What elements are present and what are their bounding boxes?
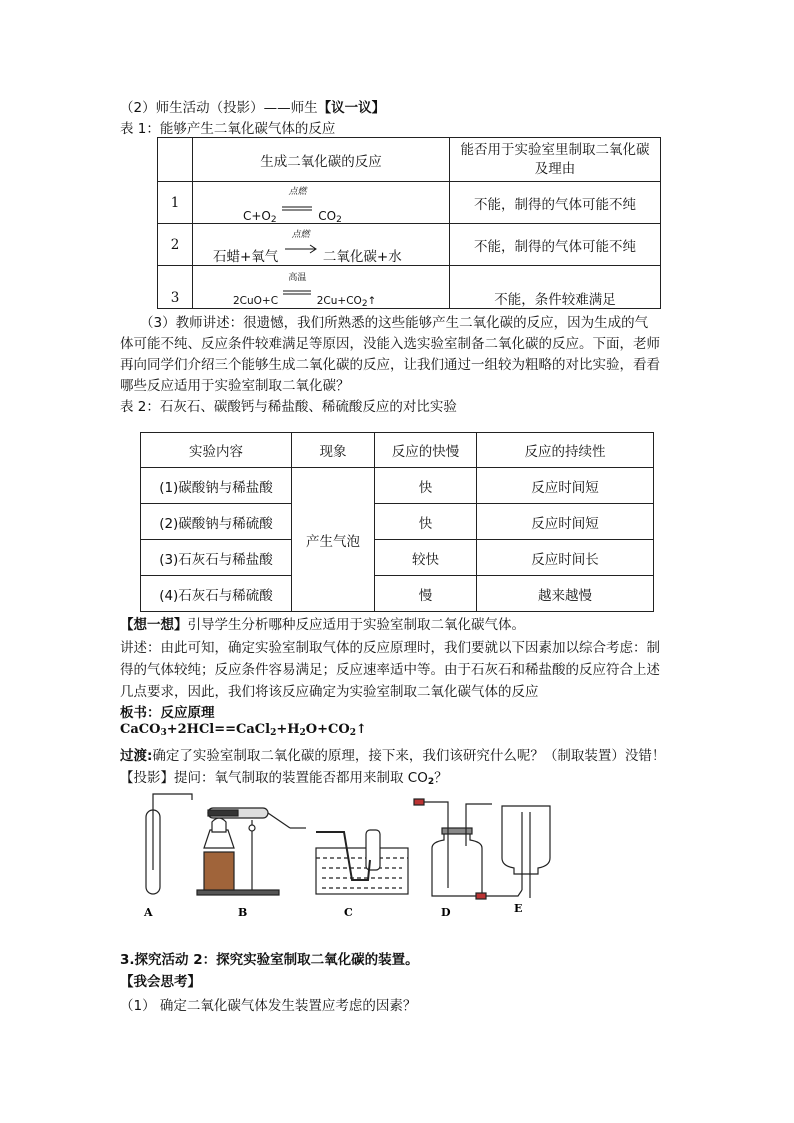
table2-row1-duration: 反应时间短 bbox=[477, 468, 654, 504]
section-title-bold: 【议一议】 bbox=[317, 100, 386, 116]
projection-end: ？ bbox=[434, 770, 448, 786]
table1-row2-num: 2 bbox=[158, 224, 193, 266]
table2-row2-duration: 反应时间短 bbox=[477, 504, 654, 540]
table2-row4-content: (4)石灰石与稀硫酸 bbox=[141, 576, 292, 612]
transition-label: 过渡: bbox=[120, 748, 153, 764]
table2-header-phenomenon: 现象 bbox=[292, 433, 375, 468]
row2-arrow bbox=[283, 239, 319, 259]
apparatus-label-b: B bbox=[238, 906, 248, 919]
table1-row1-condition bbox=[280, 187, 314, 218]
think-text: 引导学生分析哪种反应适用于实验室制取二氧化碳气体。 bbox=[187, 617, 525, 633]
table1-row2-condition bbox=[283, 229, 319, 259]
eq-b: +2HCl==CaCl bbox=[166, 722, 271, 737]
para3-line3: 再向同学们介绍三个能够生成二氧化碳的反应，让我们通过一组较为粗略的对比实验，看看 bbox=[120, 357, 660, 373]
apparatus-d-bottle bbox=[414, 799, 492, 896]
board-heading: 板书：反应原理 bbox=[120, 705, 215, 721]
explain-line3: 几点要求，因此，我们将该反应确定为实验室制取二氧化碳气体的反应 bbox=[120, 684, 539, 700]
apparatus-c-water-trough bbox=[316, 830, 408, 894]
row3-right-text: 2Cu+CO bbox=[316, 294, 362, 307]
table2-header-content: 实验内容 bbox=[141, 433, 292, 468]
eq-e: ↑ bbox=[355, 722, 367, 737]
table2-row4-duration: 越来越慢 bbox=[477, 576, 654, 612]
table1-header-reaction: 生成二氧化碳的反应 bbox=[193, 138, 450, 182]
table2-row1-content: (1)碳酸钠与稀盐酸 bbox=[141, 468, 292, 504]
row2-cond-text: 点燃 bbox=[291, 229, 310, 240]
table1-row2-left: 石蜡+氧气 bbox=[213, 248, 279, 265]
explain-line2: 得的气体较纯；反应条件容易满足；反应速率适中等。由于石灰石和稀盐酸的反应符合上述 bbox=[120, 662, 660, 678]
table2-row4-speed: 慢 bbox=[375, 576, 477, 612]
apparatus-label-d: D bbox=[441, 906, 451, 919]
table2-row3-content: (3)石灰石与稀盐酸 bbox=[141, 540, 292, 576]
apparatus-diagram bbox=[130, 790, 690, 930]
eq-d-sub: 2 bbox=[349, 728, 356, 738]
eq-d: O+CO bbox=[305, 722, 350, 737]
table2-phenomenon: 产生气泡 bbox=[292, 468, 375, 612]
table1-header-reason bbox=[450, 138, 661, 182]
self-think-heading: 【我会思考】 bbox=[120, 974, 201, 990]
table2-header-duration: 反应的持续性 bbox=[477, 433, 654, 468]
table1-row1-reaction bbox=[193, 182, 450, 224]
explain-line1: 讲述：由此可知，确定实验室制取气体的反应原理时，我们要就以下因素加以综合考虑：制 bbox=[120, 640, 660, 656]
projection-line bbox=[120, 766, 448, 787]
row3-right-sub: 2 bbox=[361, 298, 368, 309]
eq-c: +H bbox=[276, 722, 300, 737]
table1-row3-right bbox=[317, 295, 377, 307]
apparatus-e-inverted-bottle bbox=[476, 806, 550, 899]
row3-cond-text: 高温 bbox=[288, 272, 307, 283]
row3-up-arrow: ↑ bbox=[367, 294, 377, 307]
table2-row2-content: (2)碳酸钠与稀硫酸 bbox=[141, 504, 292, 540]
think-line bbox=[120, 613, 525, 633]
row1-left-sub: 2 bbox=[270, 215, 277, 225]
projection-text: 提问：氧气制取的装置能否都用来制取 CO bbox=[174, 770, 428, 786]
table1 bbox=[157, 137, 661, 309]
table1-row1-num: 1 bbox=[158, 182, 193, 224]
row1-right-sub: 2 bbox=[336, 215, 342, 225]
table1-row3-reason: 不能，条件较难满足 bbox=[450, 266, 661, 309]
section-title-text: （2）师生活动（投影）——师生 bbox=[120, 100, 318, 116]
eq-a: CaCO bbox=[120, 722, 161, 737]
table1-row1-left bbox=[243, 209, 277, 223]
table1-row2-reason: 不能，制得的气体可能不纯 bbox=[450, 224, 661, 266]
eq-a-sub: 3 bbox=[160, 728, 167, 738]
apparatus-b-heater bbox=[197, 808, 306, 895]
table2-row2-speed: 快 bbox=[375, 504, 477, 540]
apparatus-label-a: A bbox=[144, 906, 153, 919]
table1-row3-condition bbox=[281, 272, 313, 302]
para3-line4: 哪些反应适用于实验室制取二氧化碳？ bbox=[120, 378, 350, 394]
para3-line2: 体可能不纯、反应条件较难满足等原因，没能入选实验室制备二氧化碳的反应。下面，老师 bbox=[120, 336, 660, 352]
apparatus-a-test-tube bbox=[146, 794, 192, 894]
transition-text: 确定了实验室制取二氧化碳的原理，接下来，我们该研究什么呢？（制取装置）没错！ bbox=[152, 748, 666, 764]
table1-row3-left: 2CuO+C bbox=[233, 294, 279, 307]
projection-sub: 2 bbox=[427, 777, 435, 787]
table2 bbox=[140, 432, 654, 612]
table1-corner bbox=[158, 138, 193, 182]
para3-line1: （3）教师讲述：很遗憾，我们所熟悉的这些能够产生二氧化碳的反应，因为生成的气 bbox=[140, 315, 649, 331]
eq-b-sub: 2 bbox=[270, 728, 277, 738]
table1-row3-num: 3 bbox=[158, 266, 193, 309]
table1-row3-reaction bbox=[193, 266, 450, 309]
question1: （1） 确定二氧化碳气体发生装置应考虑的因素？ bbox=[120, 998, 417, 1014]
apparatus-label-c: C bbox=[344, 906, 353, 919]
table1-row1-reason: 不能，制得的气体可能不纯 bbox=[450, 182, 661, 224]
row1-right-text: CO bbox=[318, 209, 337, 223]
table2-row1-speed: 快 bbox=[375, 468, 477, 504]
table1-row2-reaction bbox=[193, 224, 450, 266]
table1-header-reason-line2: 及理由 bbox=[534, 160, 576, 177]
table1-header-reason-line1: 能否用于实验室里制取二氧化碳 bbox=[460, 141, 650, 158]
table2-row3-speed: 较快 bbox=[375, 540, 477, 576]
activity-title: 3.探究活动 2：探究实验室制取二氧化碳的装置。 bbox=[120, 952, 419, 968]
apparatus-label-e: E bbox=[514, 902, 523, 915]
table1-row1-right bbox=[318, 209, 342, 223]
row1-cond-text: 点燃 bbox=[288, 187, 307, 197]
transition-line bbox=[120, 744, 665, 764]
think-label: 【想一想】 bbox=[120, 617, 188, 633]
eq-c-sub: 2 bbox=[299, 728, 306, 738]
row1-equal-lines bbox=[280, 198, 314, 218]
table2-header-speed: 反应的快慢 bbox=[375, 433, 477, 468]
projection-label: 【投影】 bbox=[120, 770, 174, 786]
table1-row2-right: 二氧化碳+水 bbox=[322, 248, 402, 265]
row3-equal-lines bbox=[281, 282, 313, 302]
row1-left-text: C+O bbox=[243, 209, 271, 223]
table2-caption: 表 2：石灰石、碳酸钙与稀盐酸、稀硫酸反应的对比实验 bbox=[120, 399, 457, 415]
table1-caption: 表 1：能够产生二氧化碳气体的反应 bbox=[120, 121, 336, 137]
reaction-equation bbox=[120, 722, 367, 738]
table2-row3-duration: 反应时间长 bbox=[477, 540, 654, 576]
section-title bbox=[120, 96, 385, 116]
